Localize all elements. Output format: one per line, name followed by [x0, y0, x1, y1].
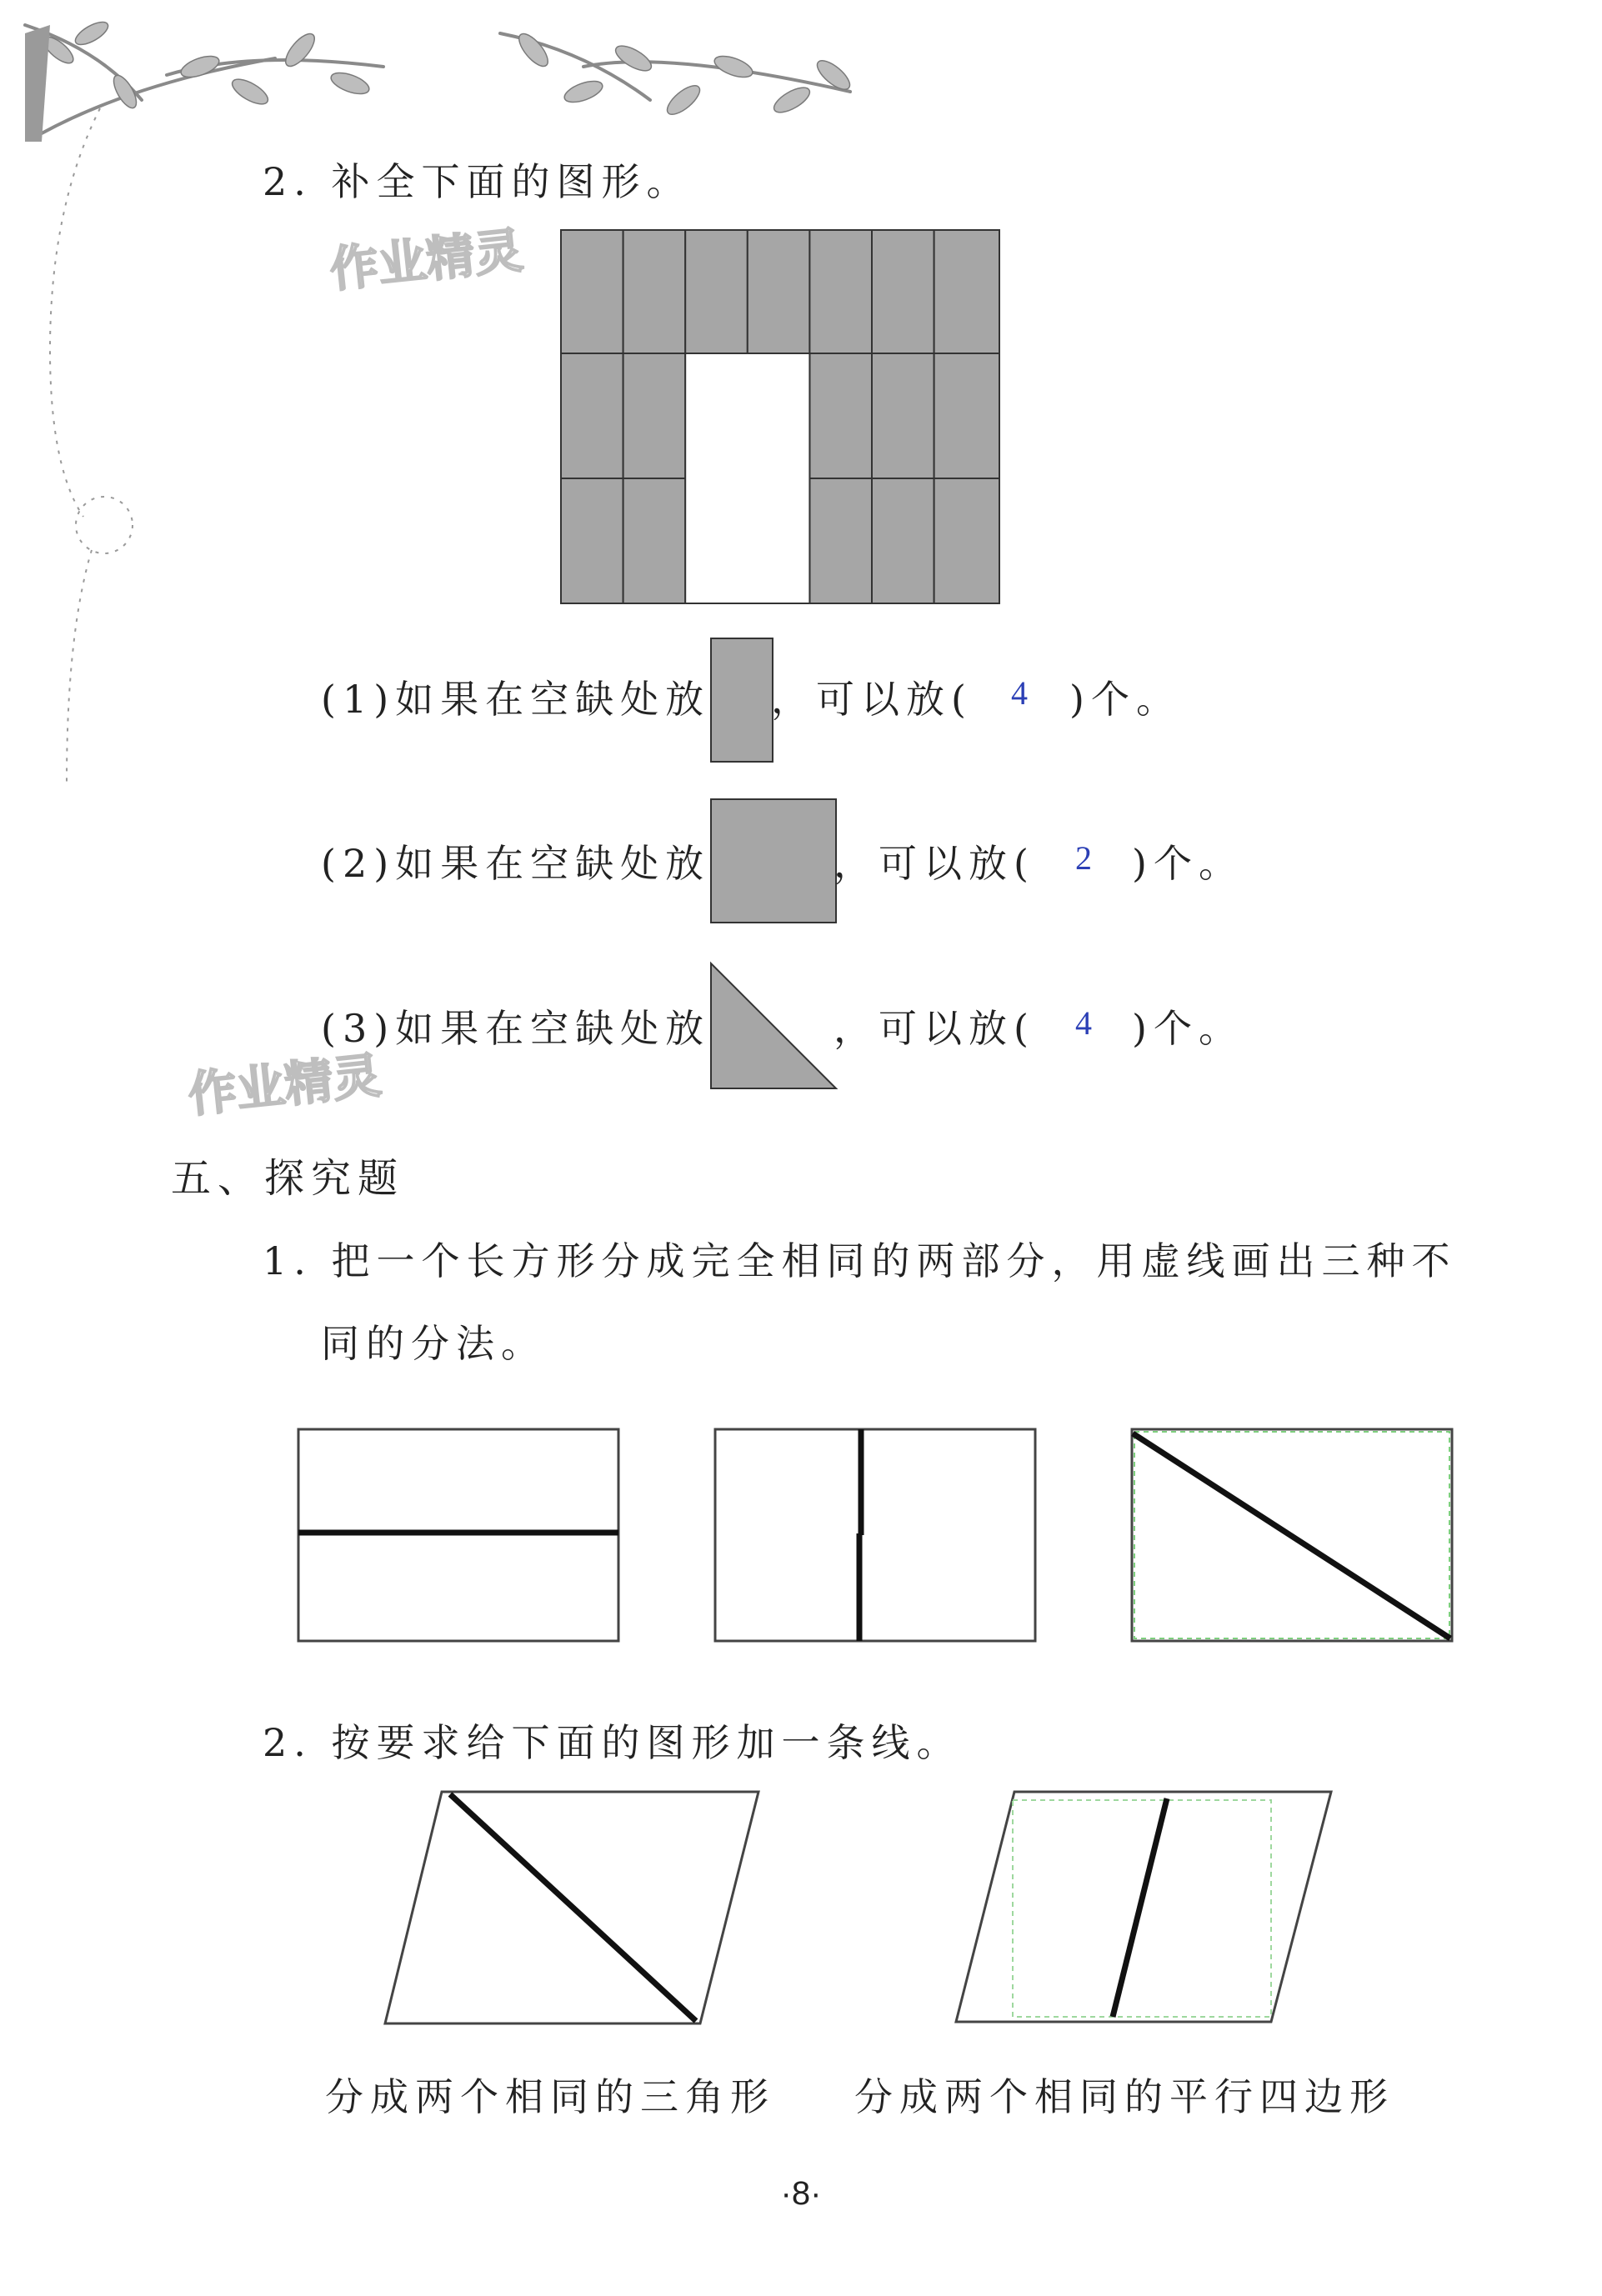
question-1-prefix: (1)如果在空缺处放: [321, 677, 711, 722]
section-5-q1-line2: 同的分法。: [321, 1321, 546, 1366]
tile-figure: [560, 229, 1002, 606]
parallelogram-split-triangles: [383, 1790, 767, 2025]
right-triangle-shape: [710, 963, 837, 1089]
answer-3: 4: [1075, 1004, 1092, 1042]
question-2-prefix: (2)如果在空缺处放: [321, 841, 711, 886]
caption-two-triangles: 分成两个相同的三角形: [325, 2074, 775, 2119]
tall-rectangle-shape: [710, 638, 773, 763]
question-1-end: )个。: [1069, 677, 1181, 722]
parallelogram-split-parallelograms: [954, 1790, 1346, 2025]
watermark: 作业精灵: [327, 222, 526, 298]
question-2-end: )个。: [1132, 841, 1244, 886]
rectangle-split-vertical: [713, 1427, 1038, 1643]
rectangle-split-horizontal: [296, 1427, 621, 1643]
question-2-suffix: ，可以放(: [834, 841, 1035, 886]
caption-two-parallelograms: 分成两个相同的平行四边形: [854, 2074, 1394, 2119]
question-3-prefix: (3)如果在空缺处放: [321, 1006, 711, 1051]
answer-2: 2: [1075, 839, 1092, 877]
watermark: 作业精灵: [185, 1047, 384, 1123]
section-5-q2-title: 2. 按要求给下面的图形加一条线。: [263, 1720, 962, 1765]
square-shape: [710, 798, 837, 923]
problem-title: 2. 补全下面的图形。: [263, 159, 692, 204]
question-3-end: )个。: [1132, 1006, 1244, 1051]
page-number: ·8·: [780, 2175, 822, 2212]
answer-1: 4: [1011, 674, 1028, 712]
question-3-suffix: ，可以放(: [834, 1006, 1035, 1051]
question-1-suffix: ，可以放(: [771, 677, 973, 722]
section-5-q1-line1: 1. 把一个长方形分成完全相同的两部分，用虚线画出三种不: [263, 1238, 1457, 1283]
section-title: 五、探究题: [171, 1155, 405, 1202]
gap-area: [685, 353, 809, 603]
rectangle-split-diagonal: [1129, 1427, 1454, 1643]
